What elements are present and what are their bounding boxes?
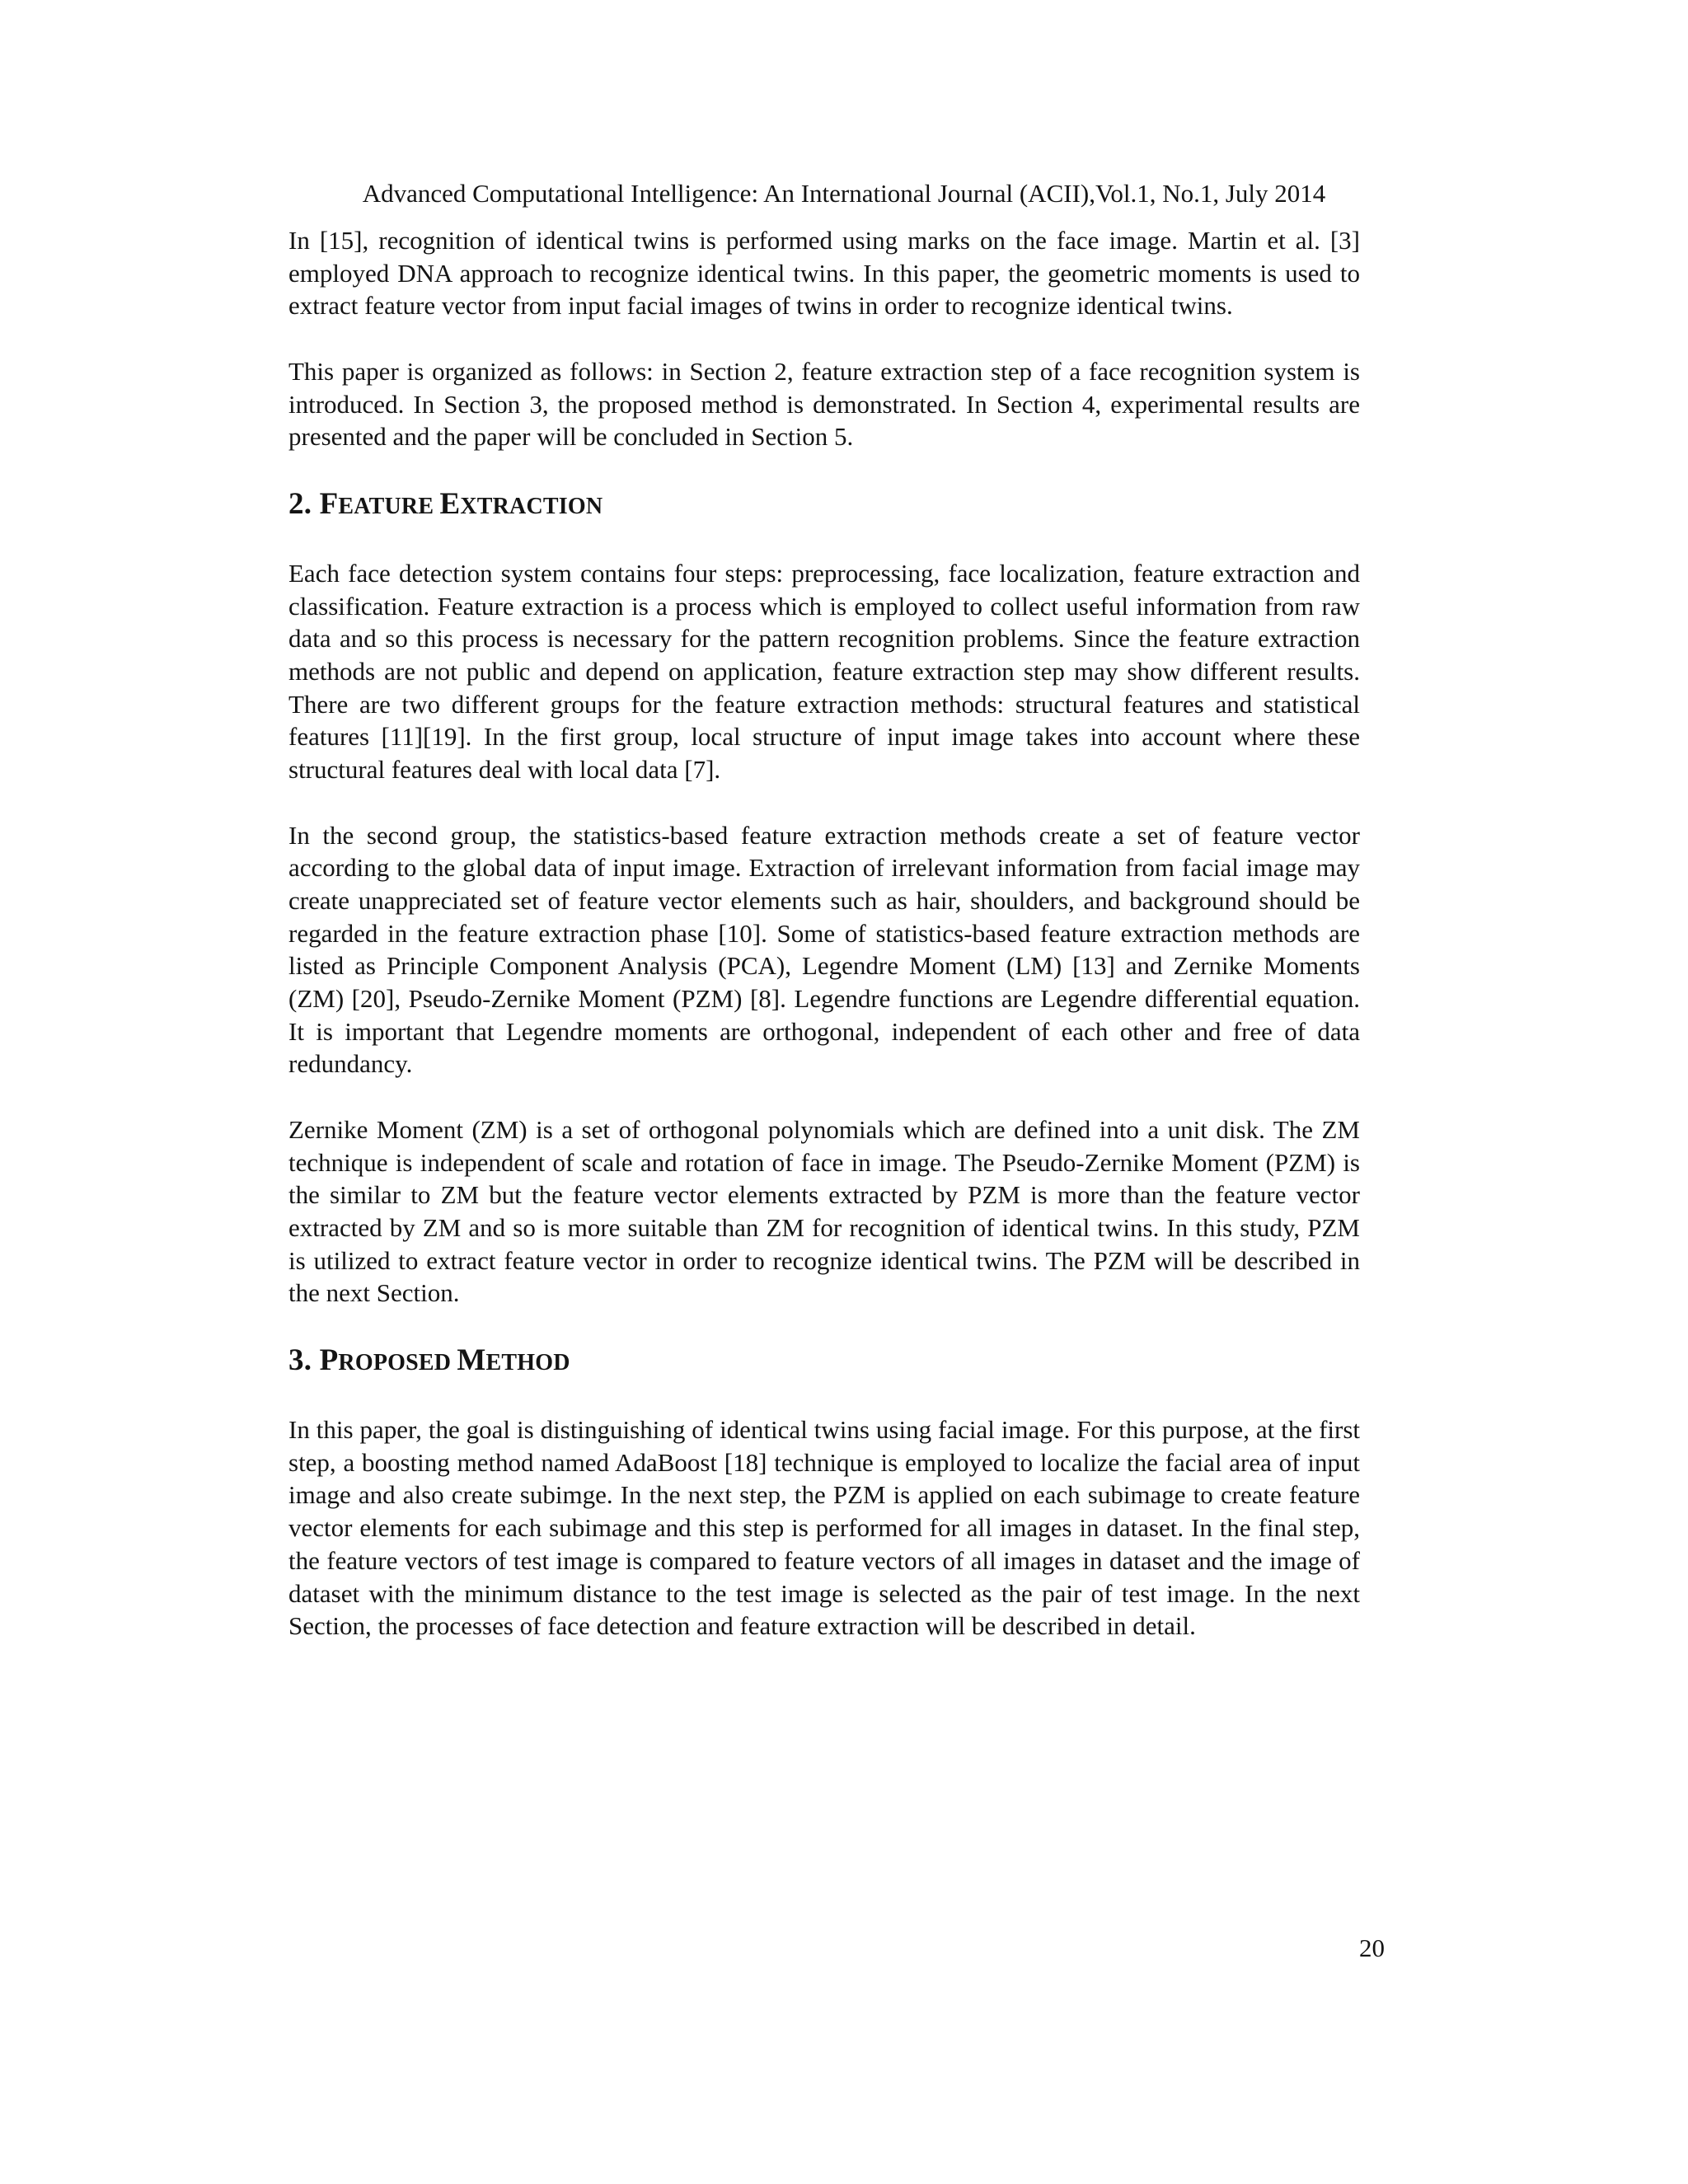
page-number: 20: [1359, 1933, 1385, 1962]
heading-spacer: [288, 527, 1360, 557]
section-2-title-initial-2: E: [439, 486, 461, 521]
paragraph-spacer: [288, 786, 1360, 819]
paragraph-spacer: [288, 1080, 1360, 1113]
heading-spacer: [288, 1383, 1360, 1413]
section-2-paragraph-2: In the second group, the statistics-based feature extraction methods create a set of feature vector according to the global data of input image. Extraction of irrelevant information from facial image may create unappreciated set of feature vector elements such as hair, shoulders, and background should be regarded in the feature extraction phase [10]. Some of statistics-based feature extraction methods are listed as Principle Component Analysis (PCA), Legendre Moment (LM) [13] and Zernike Moments (ZM) [20], Pseudo-Zernike Moment (PZM) [8]. Legendre functions are Legendre differential equation. It is important that Legendre moments are orthogonal, independent of each other and free of data redundancy.: [288, 820, 1360, 1079]
intro-paragraph-1: In [15], recognition of identical twins is performed using marks on the face image. Martin et al. [3] employed DNA approach to recognize identical twins. In this paper, the geometric moments is used to extract feature vector from input facial images of twins in order to recognize identical twins.: [288, 226, 1360, 321]
section-2-title-rest-1: EATURE: [338, 493, 440, 519]
section-3-title-rest-1: ROPOSED: [338, 1350, 457, 1376]
page-content: [288, 224, 1360, 1643]
paragraph-spacer: [288, 322, 1360, 355]
section-2-heading: [288, 485, 1360, 527]
intro-paragraph-2: This paper is organized as follows: in Section 2, feature extraction step of a face recognition system is introduced. In Section 3, the proposed method is demonstrated. In Section 4, experimental results are presented and the paper will be concluded in Section 5.: [288, 356, 1360, 452]
section-2-number: 2.: [288, 486, 312, 521]
section-2-title-rest-2: XTRACTION: [460, 493, 603, 519]
section-3-number: 3.: [288, 1343, 312, 1378]
section-2-title-initial-1: F: [319, 486, 339, 521]
section-3-title-initial-1: P: [319, 1343, 339, 1378]
section-3-paragraph-1: In this paper, the goal is distinguishing of identical twins using facial image. For this purpose, at the first step, a boosting method named AdaBoost [18] technique is employed to localize the facial area of input image and also create subimge. In the next step, the PZM is applied on each subimage to create feature vector elements for each subimage and this step is performed for all images in dataset. In the final step, the feature vectors of test image is compared to feature vectors of all images in dataset and the image of dataset with the minimum distance to the test image is selected as the pair of test image. In the next Section, the processes of face detection and feature extraction will be described in detail.: [288, 1415, 1360, 1641]
running-header: Advanced Computational Intelligence: An International Journal (ACII),Vol.1, No.1, July 2014: [362, 179, 1326, 208]
section-3-title-initial-2: M: [457, 1343, 486, 1378]
section-3-heading: [288, 1341, 1360, 1383]
section-3-title-rest-2: ETHOD: [485, 1350, 570, 1376]
section-2-paragraph-1: Each face detection system contains four steps: preprocessing, face localization, feature extraction and classification. Feature extraction is a process which is employed to collect useful information from raw data and so this process is necessary for the pattern recognition problems. Since the feature extraction methods are not public and depend on application, feature extraction step may show different results. There are two different groups for the feature extraction methods: structural features and statistical features [11][19]. In the first group, local structure of input image takes into account where these structural features deal with local data [7].: [288, 558, 1360, 785]
section-2-paragraph-3: Zernike Moment (ZM) is a set of orthogonal polynomials which are defined into a unit disk. The ZM technique is independent of scale and rotation of face in image. The Pseudo-Zernike Moment (PZM) is the similar to ZM but the feature vector elements extracted by PZM is more than the feature vector extracted by ZM and so is more suitable than ZM for recognition of identical twins. In this study, PZM is utilized to extract feature vector in order to recognize identical twins. The PZM will be described in the next Section.: [288, 1114, 1360, 1308]
heading-spacer: [288, 1310, 1360, 1341]
heading-spacer: [288, 453, 1360, 485]
